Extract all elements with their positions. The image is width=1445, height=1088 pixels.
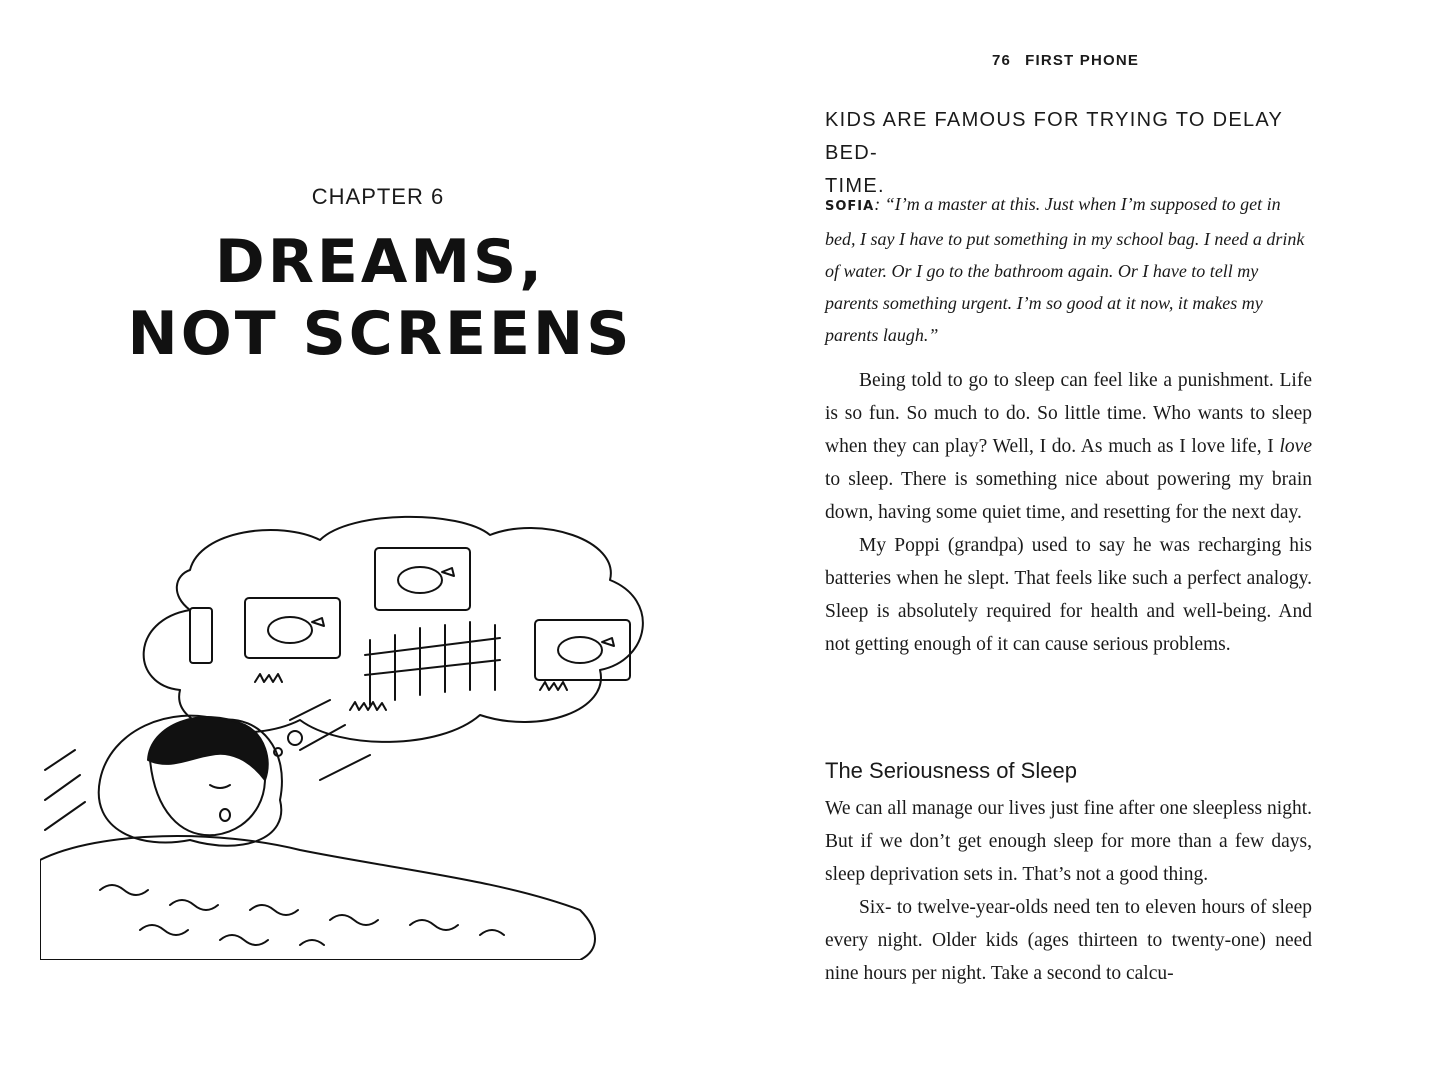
- sheep-frame-edge: [190, 608, 212, 663]
- thought-bubble-small: [288, 731, 302, 745]
- paragraph-1: Being told to go to sleep can feel like a punishment. Life is so fun. So much to do. So little time. Who wants to sleep when they can play? Well, I do. As much as I love life, I love to sleep. There is something nice about powering my brain down, having some quiet time, and resetting for the next day.: [825, 370, 1312, 523]
- sofia-quote: [825, 188, 1315, 351]
- right-page: [722, 0, 1445, 1088]
- running-head: [992, 52, 1192, 69]
- fence: [365, 622, 500, 705]
- open-mouth: [220, 809, 230, 821]
- thought-cloud: [144, 517, 643, 742]
- section-heading: The Seriousness of Sleep: [825, 758, 1077, 783]
- paragraph-2: My Poppi (grandpa) used to say he was recharging his batteries when he slept. That feels like such a perfect analogy. Sleep is absolutely required for health and well-being. And not getting enough of it can cause serious problems.: [825, 535, 1312, 655]
- paragraph-4: Six- to twelve-year-olds need ten to eleven hours of sleep every night. Older kids (ages thirteen to twenty-one) need nine hours per night. Take a second to calcu-: [825, 897, 1312, 984]
- chapter-title-line-2: NOT SCREENS: [127, 299, 633, 369]
- sheep-frame-right: [535, 620, 630, 680]
- left-page: [0, 0, 722, 1088]
- lead-line-2: TIME.: [825, 175, 885, 197]
- child-hair: [148, 717, 268, 780]
- chapter-title: [110, 226, 650, 370]
- chapter-title-line-1: DREAMS,: [214, 227, 546, 297]
- closed-eye: [210, 785, 230, 788]
- quote-speaker: SOFIA: [825, 199, 875, 214]
- grass: [255, 674, 567, 710]
- sheep-frame-top: [375, 548, 470, 610]
- chapter-label: CHAPTER 6: [311, 184, 445, 209]
- sheep-frame-left: [245, 598, 340, 658]
- body-section-2: [825, 792, 1312, 990]
- running-title: FIRST PHONE: [1025, 52, 1140, 69]
- sleeping-child-illustration: [40, 510, 680, 960]
- body-section-1: [825, 364, 1312, 661]
- paragraph-3: We can all manage our lives just fine after one sleepless night. But if we don’t get enough sleep for more than a few days, sleep deprivation sets in. That’s not a good thing.: [825, 798, 1312, 885]
- page-number: 76: [992, 52, 1012, 69]
- quote-text: : “I’m a master at this. Just when I’m supposed to get in bed, I say I have to put something in my school bag. I need a drink of water. Or I go to the bathroom again. Or I have to tell my parents something urgent. I’m so good at it now, it makes my parents laugh.”: [825, 194, 1305, 345]
- lead-line-1: KIDS ARE FAMOUS FOR TRYING TO DELAY BED-: [825, 109, 1283, 164]
